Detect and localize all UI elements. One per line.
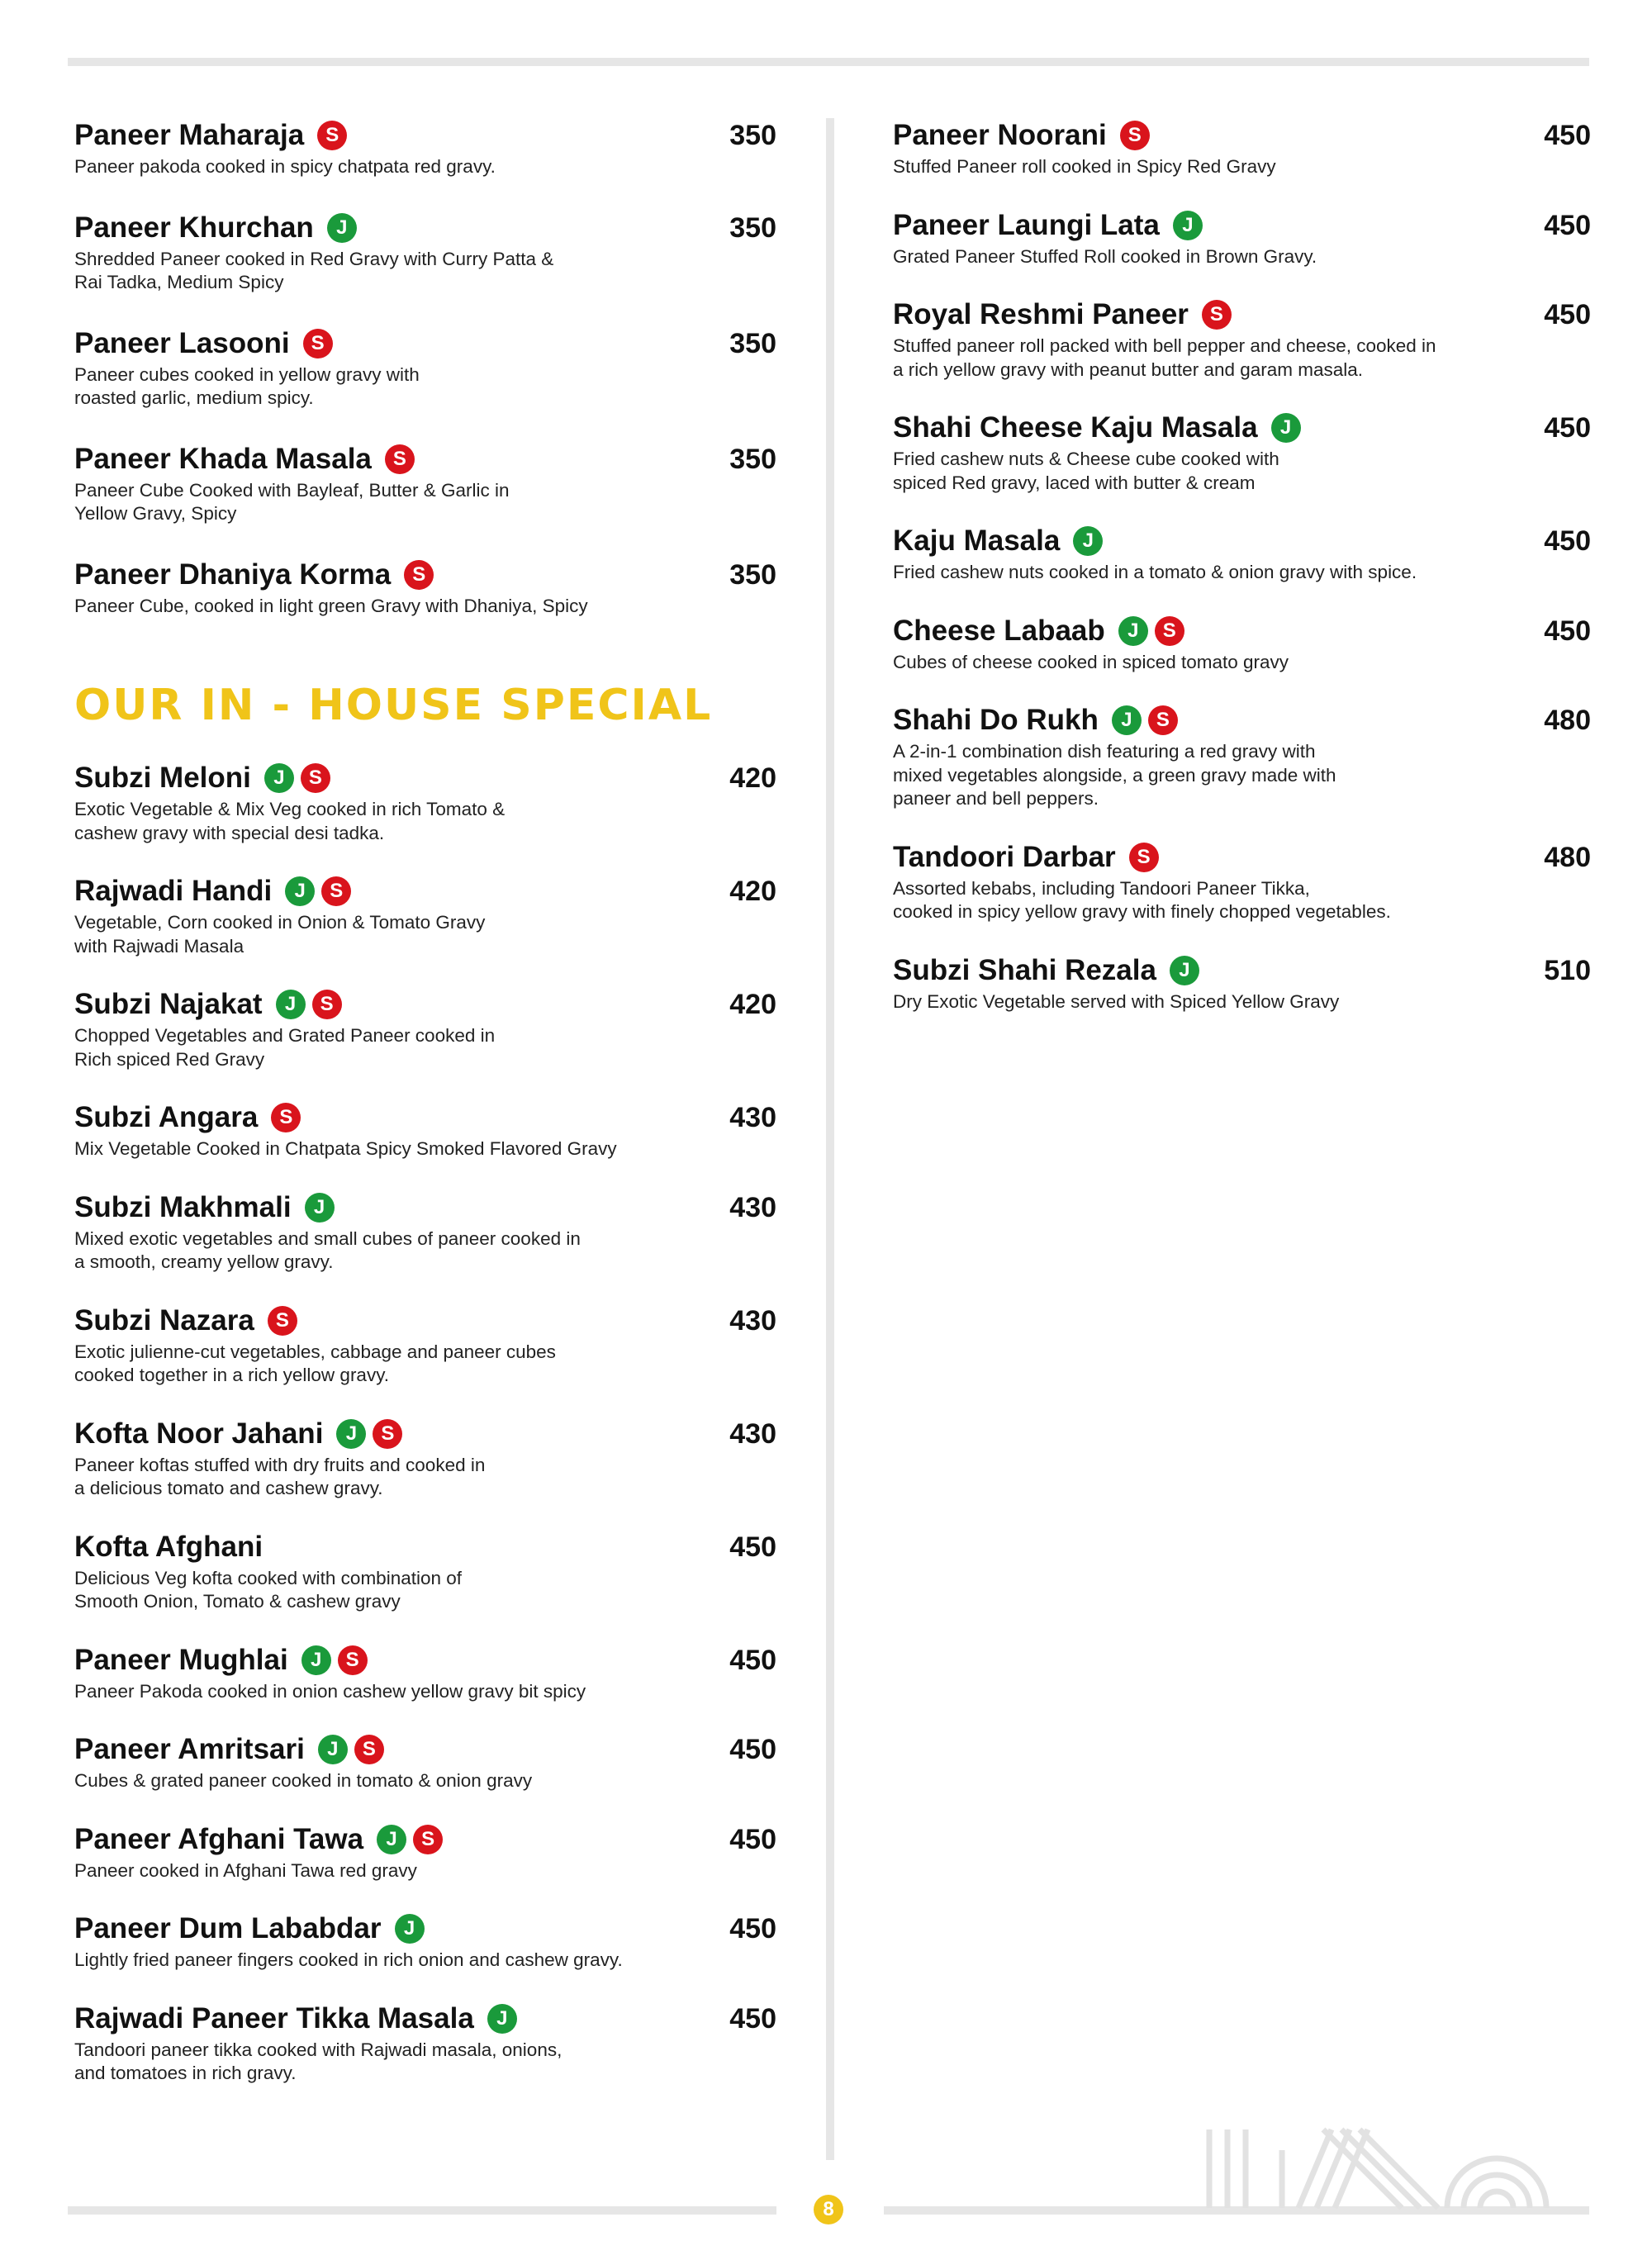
menu-item-name: Subzi Najakat <box>74 988 263 1020</box>
menu-item-price: 480 <box>1544 841 1591 873</box>
menu-item-description: Stuffed Paneer roll cooked in Spicy Red Gravy <box>893 156 1276 177</box>
menu-item-name: Rajwadi Paneer Tikka Masala <box>74 2001 474 2034</box>
menu-item-description: Assorted kebabs, including Tandoori Paneer Tikka, cooked in spicy yellow gravy with finely chopped vegetables. <box>893 877 1391 922</box>
menu-item-paneer-afghani-tawa <box>74 1820 776 1883</box>
spicy-badge-icon: S <box>312 990 342 1019</box>
menu-item-badges <box>487 2004 517 2034</box>
jain-badge-icon: J <box>1173 211 1203 240</box>
menu-item-description: Paneer cubes cooked in yellow gravy with roasted garlic, medium spicy. <box>74 363 420 408</box>
spicy-badge-icon: S <box>321 876 351 906</box>
menu-item-badges <box>327 213 357 243</box>
jain-badge-icon: J <box>327 213 357 243</box>
paneer-items-list <box>74 116 776 618</box>
menu-item-paneer-dum-lababdar <box>74 1909 776 1973</box>
jain-badge-icon: J <box>264 763 294 793</box>
menu-item-badges <box>318 1735 384 1764</box>
menu-item-badges <box>264 763 330 793</box>
menu-item-badges <box>1173 211 1203 240</box>
menu-item-name: Subzi Makhmali <box>74 1190 292 1223</box>
jain-badge-icon: J <box>301 1645 331 1675</box>
menu-item-price: 450 <box>729 1913 776 1944</box>
menu-item-head <box>74 758 776 798</box>
menu-item-price: 430 <box>729 1417 776 1450</box>
menu-item-badges <box>1129 843 1159 872</box>
jain-badge-icon: J <box>1271 413 1301 443</box>
menu-item-head <box>74 208 776 248</box>
menu-item-head <box>74 555 776 595</box>
menu-item-name: Paneer Khada Masala <box>74 442 372 475</box>
spicy-badge-icon: S <box>354 1735 384 1764</box>
menu-item-name: Paneer Khurchan <box>74 211 314 244</box>
menu-item-badges <box>271 1103 301 1132</box>
menu-item-price: 450 <box>729 1823 776 1855</box>
menu-item-head <box>893 295 1591 335</box>
menu-item-head <box>893 206 1591 245</box>
spicy-badge-icon: S <box>373 1419 402 1449</box>
menu-item-head <box>74 1820 776 1859</box>
spicy-badge-icon: S <box>268 1306 297 1336</box>
menu-item-description: Paneer pakoda cooked in spicy chatpata red gravy. <box>74 156 496 177</box>
menu-item-name: Kofta Afghani <box>74 1530 263 1563</box>
spicy-badge-icon: S <box>1148 705 1178 735</box>
menu-item-head <box>893 611 1591 651</box>
menu-item-name: Kofta Noor Jahani <box>74 1417 324 1450</box>
menu-item-badges <box>301 1645 368 1675</box>
menu-item-head <box>74 985 776 1024</box>
menu-item-subzi-shahi-rezala <box>893 951 1591 1014</box>
menu-item-shahi-cheese-kaju-masala <box>893 408 1591 495</box>
jain-badge-icon: J <box>1118 616 1148 646</box>
menu-item-description: Exotic Vegetable & Mix Veg cooked in rich Tomato & cashew gravy with special desi tadka. <box>74 799 506 843</box>
menu-item-name: Paneer Lasooni <box>74 326 290 359</box>
menu-item-badges <box>377 1825 443 1854</box>
menu-item-description: Paneer Cube, cooked in light green Gravy with Dhaniya, Spicy <box>74 595 588 616</box>
menu-item-head <box>893 116 1591 155</box>
menu-item-name: Subzi Meloni <box>74 762 251 794</box>
menu-item-price: 350 <box>729 327 776 359</box>
spicy-badge-icon: S <box>1202 300 1232 330</box>
menu-item-shahi-do-rukh <box>893 700 1591 811</box>
menu-item-description: A 2-in-1 combination dish featuring a red gravy with mixed vegetables alongside, a green gravy made with paneer and bell peppers. <box>893 741 1336 809</box>
jain-badge-icon: J <box>377 1825 406 1854</box>
menu-item-price: 350 <box>729 211 776 244</box>
spicy-badge-icon: S <box>413 1825 443 1854</box>
menu-item-name: Subzi Angara <box>74 1101 259 1133</box>
menu-item-name: Royal Reshmi Paneer <box>893 298 1189 330</box>
spicy-badge-icon: S <box>301 763 330 793</box>
menu-item-price: 430 <box>729 1304 776 1337</box>
menu-item-paneer-amritsari <box>74 1730 776 1793</box>
spicy-badge-icon: S <box>1120 121 1150 150</box>
jain-badge-icon: J <box>395 1914 425 1944</box>
menu-item-badges <box>276 990 342 1019</box>
menu-item-kofta-afghani <box>74 1527 776 1614</box>
menu-item-badges <box>1073 526 1103 556</box>
menu-item-description: Cubes & grated paneer cooked in tomato & onion gravy <box>74 1770 533 1791</box>
right-column <box>893 116 1591 1040</box>
menu-item-head <box>893 951 1591 990</box>
menu-item-description: Paneer koftas stuffed with dry fruits and cooked in a delicious tomato and cashew gravy. <box>74 1454 486 1498</box>
menu-item-badges <box>1271 413 1301 443</box>
menu-item-head <box>74 1640 776 1680</box>
spicy-badge-icon: S <box>303 329 333 358</box>
menu-item-subzi-angara <box>74 1098 776 1161</box>
menu-item-badges <box>1120 121 1150 150</box>
menu-item-name: Shahi Cheese Kaju Masala <box>893 411 1258 444</box>
menu-item-price: 510 <box>1544 954 1591 986</box>
left-column <box>74 116 776 2112</box>
jain-badge-icon: J <box>336 1419 366 1449</box>
menu-item-paneer-maharaja <box>74 116 776 179</box>
menu-item-paneer-noorani <box>893 116 1591 179</box>
menu-item-description: Tandoori paneer tikka cooked with Rajwadi masala, onions, and tomatoes in rich gravy. <box>74 2039 563 2083</box>
section-title: OUR IN - HOUSE SPECIAL <box>74 681 713 730</box>
menu-item-price: 450 <box>1544 209 1591 241</box>
menu-item-price: 450 <box>729 1734 776 1765</box>
menu-item-price: 450 <box>1544 120 1591 151</box>
menu-item-name: Subzi Nazara <box>74 1303 254 1337</box>
menu-item-head <box>74 1414 776 1454</box>
menu-item-badges <box>268 1306 297 1336</box>
menu-item-price: 420 <box>729 876 776 907</box>
menu-item-tandoori-darbar <box>893 838 1591 924</box>
spicy-badge-icon: S <box>271 1103 301 1132</box>
menu-item-description: Paneer Cube Cooked with Bayleaf, Butter & Garlic in Yellow Gravy, Spicy <box>74 479 510 524</box>
spicy-badge-icon: S <box>338 1645 368 1675</box>
menu-item-price: 450 <box>1544 525 1591 557</box>
menu-item-head <box>74 324 776 363</box>
menu-item-badges <box>1112 705 1178 735</box>
menu-item-badges <box>395 1914 425 1944</box>
menu-item-name: Cheese Labaab <box>893 614 1105 647</box>
menu-item-badges <box>336 1419 402 1449</box>
page-number: 8 <box>814 2195 843 2224</box>
spicy-badge-icon: S <box>385 444 415 474</box>
menu-item-head <box>893 838 1591 877</box>
menu-item-kofta-noor-jahani <box>74 1414 776 1501</box>
spicy-badge-icon: S <box>317 121 347 150</box>
menu-item-price: 430 <box>729 1191 776 1223</box>
menu-item-price: 450 <box>1544 412 1591 444</box>
menu-item-subzi-najakat <box>74 985 776 1071</box>
menu-item-head <box>74 871 776 911</box>
menu-item-badges <box>1202 300 1232 330</box>
menu-item-price: 350 <box>729 120 776 151</box>
menu-item-name: Kaju Masala <box>893 525 1061 557</box>
menu-item-paneer-lasooni <box>74 324 776 411</box>
menu-item-head <box>74 1730 776 1769</box>
menu-item-description: Delicious Veg kofta cooked with combination of Smooth Onion, Tomato & cashew gravy <box>74 1567 463 1612</box>
menu-item-description: Shredded Paneer cooked in Red Gravy with Curry Patta & Rai Tadka, Medium Spicy <box>74 248 554 292</box>
menu-item-name: Shahi Do Rukh <box>893 704 1099 736</box>
menu-item-paneer-dhaniya-korma <box>74 555 776 619</box>
menu-item-head <box>893 521 1591 561</box>
menu-item-cheese-labaab <box>893 611 1591 675</box>
menu-item-badges <box>285 876 351 906</box>
menu-item-subzi-nazara <box>74 1301 776 1388</box>
menu-item-badges <box>1118 616 1184 646</box>
menu-item-rajwadi-handi <box>74 871 776 958</box>
menu-item-head <box>74 1527 776 1567</box>
menu-item-name: Paneer Noorani <box>893 119 1107 151</box>
menu-item-description: Grated Paneer Stuffed Roll cooked in Brown Gravy. <box>893 245 1317 267</box>
menu-item-head <box>74 1098 776 1137</box>
menu-item-name: Paneer Amritsari <box>74 1733 305 1765</box>
menu-item-description: Chopped Vegetables and Grated Paneer cooked in Rich spiced Red Gravy <box>74 1025 496 1070</box>
menu-item-head <box>74 1301 776 1341</box>
menu-item-description: Dry Exotic Vegetable served with Spiced Yellow Gravy <box>893 990 1340 1012</box>
jain-badge-icon: J <box>318 1735 348 1764</box>
menu-item-description: Lightly fried paneer fingers cooked in rich onion and cashew gravy. <box>74 1949 623 1970</box>
menu-item-price: 450 <box>1544 299 1591 330</box>
menu-item-description: Fried cashew nuts cooked in a tomato & onion gravy with spice. <box>893 562 1417 582</box>
menu-item-price: 430 <box>729 1102 776 1133</box>
jain-badge-icon: J <box>1073 526 1103 556</box>
spicy-badge-icon: S <box>1129 843 1159 872</box>
brand-line-mark-icon <box>1199 2121 1563 2212</box>
menu-item-description: Paneer cooked in Afghani Tawa red gravy <box>74 1859 417 1881</box>
menu-item-description: Vegetable, Corn cooked in Onion & Tomato Gravy with Rajwadi Masala <box>74 912 486 957</box>
jain-badge-icon: J <box>305 1193 335 1223</box>
menu-item-head <box>74 1188 776 1227</box>
jain-badge-icon: J <box>285 876 315 906</box>
menu-item-badges <box>404 560 434 590</box>
menu-item-paneer-mughlai <box>74 1640 776 1704</box>
spicy-badge-icon: S <box>404 560 434 590</box>
menu-item-paneer-laungi-lata <box>893 206 1591 269</box>
menu-item-description: Mixed exotic vegetables and small cubes of paneer cooked in a smooth, creamy yellow gravy. <box>74 1227 581 1272</box>
menu-item-name: Paneer Dhaniya Korma <box>74 558 392 591</box>
menu-item-head <box>893 700 1591 740</box>
menu-item-badges <box>303 329 333 358</box>
menu-item-description: Paneer Pakoda cooked in onion cashew yellow gravy bit spicy <box>74 1680 586 1702</box>
menu-item-name: Rajwadi Handi <box>74 875 273 907</box>
menu-item-badges <box>305 1193 335 1223</box>
menu-item-name: Paneer Maharaja <box>74 119 305 151</box>
menu-item-price: 450 <box>1544 615 1591 647</box>
menu-item-price: 420 <box>729 989 776 1020</box>
menu-item-name: Paneer Laungi Lata <box>893 208 1160 241</box>
menu-item-head <box>74 1909 776 1949</box>
menu-item-price: 450 <box>729 2002 776 2034</box>
menu-item-head <box>74 1999 776 2039</box>
menu-item-description: Stuffed paneer roll packed with bell pepper and cheese, cooked in a rich yellow gravy with peanut butter and garam masala. <box>893 335 1436 380</box>
menu-item-badges <box>1170 956 1199 985</box>
spicy-badge-icon: S <box>1155 616 1184 646</box>
menu-item-subzi-makhmali <box>74 1188 776 1275</box>
top-rule <box>68 58 1589 66</box>
menu-item-head <box>74 439 776 479</box>
right-items-list <box>893 116 1591 1014</box>
jain-badge-icon: J <box>1170 956 1199 985</box>
menu-item-price: 350 <box>729 558 776 591</box>
menu-item-price: 350 <box>729 443 776 475</box>
jain-badge-icon: J <box>276 990 306 1019</box>
menu-item-price: 450 <box>729 1644 776 1676</box>
menu-item-name: Tandoori Darbar <box>893 840 1116 873</box>
jain-badge-icon: J <box>487 2004 517 2034</box>
menu-item-subzi-meloni <box>74 758 776 845</box>
menu-item-name: Paneer Mughlai <box>74 1643 288 1676</box>
menu-item-price: 480 <box>1544 705 1591 736</box>
menu-item-kaju-masala <box>893 521 1591 585</box>
menu-item-paneer-khurchan <box>74 208 776 295</box>
menu-item-price: 450 <box>729 1531 776 1563</box>
jain-badge-icon: J <box>1112 705 1142 735</box>
menu-item-description: Cubes of cheese cooked in spiced tomato gravy <box>893 651 1289 672</box>
menu-item-head <box>74 116 776 155</box>
in-house-special-list <box>74 758 776 2086</box>
menu-item-name: Paneer Afghani Tawa <box>74 1822 364 1855</box>
menu-item-name: Paneer Dum Lababdar <box>74 1912 382 1944</box>
menu-item-price: 420 <box>729 762 776 794</box>
menu-item-rajwadi-paneer-tikka-masala <box>74 1999 776 2086</box>
menu-item-badges <box>317 121 347 150</box>
menu-item-royal-reshmi-paneer <box>893 295 1591 382</box>
menu-item-description: Fried cashew nuts & Cheese cube cooked with spiced Red gravy, laced with butter & cream <box>893 449 1279 493</box>
menu-item-paneer-khada-masala <box>74 439 776 526</box>
column-divider <box>826 118 834 2160</box>
menu-item-description: Mix Vegetable Cooked in Chatpata Spicy Smoked Flavored Gravy <box>74 1138 617 1159</box>
menu-item-badges <box>385 444 415 474</box>
menu-item-name: Subzi Shahi Rezala <box>893 953 1156 986</box>
menu-item-description: Exotic julienne-cut vegetables, cabbage and paneer cubes cooked together in a rich yellow gravy. <box>74 1341 556 1385</box>
bottom-rule-left <box>68 2206 776 2215</box>
menu-item-head <box>893 408 1591 448</box>
